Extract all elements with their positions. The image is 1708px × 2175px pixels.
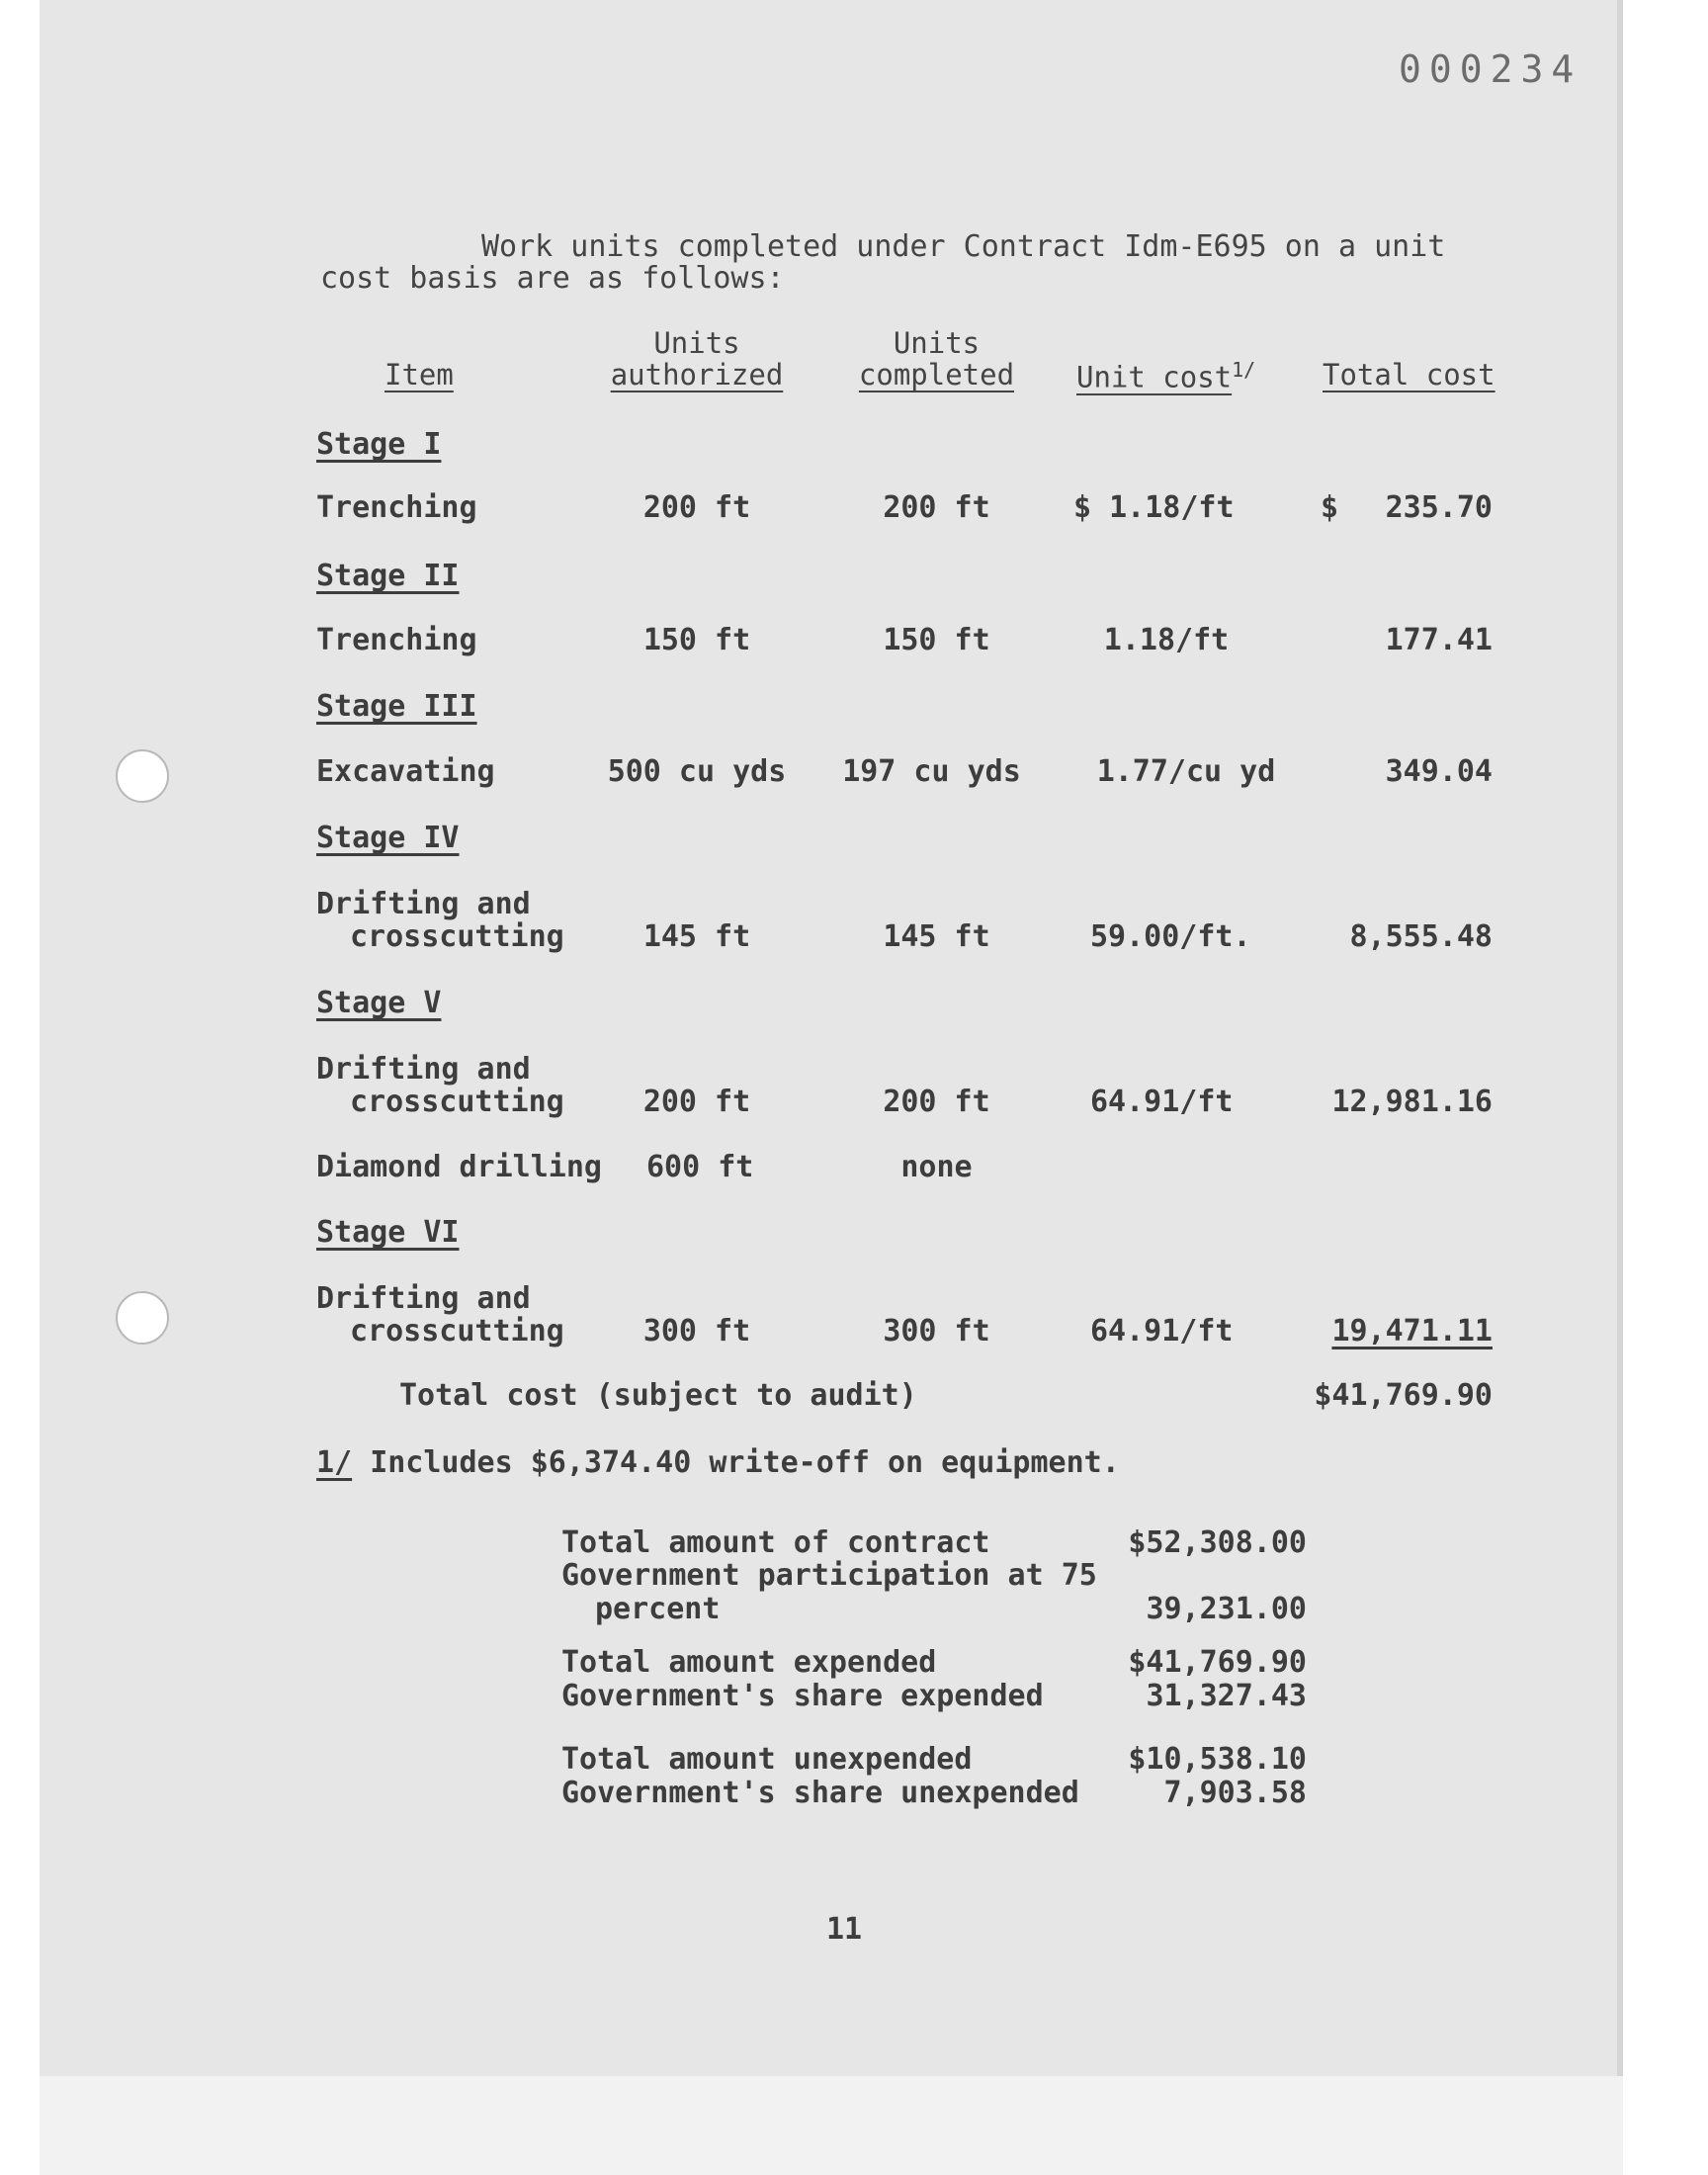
row-item: Diamond drilling <box>316 1150 602 1184</box>
header-item: Item <box>384 358 454 392</box>
stage-label: Stage IV <box>316 821 460 855</box>
document-number: 000234 <box>1399 47 1582 91</box>
row-unit-cost: 59.00/ft. <box>1090 919 1251 954</box>
total-cost-label: Total cost (subject to audit) <box>399 1378 917 1413</box>
row-unit-cost: 1.18/ft <box>1103 623 1230 657</box>
summary-label-line2: percent <box>595 1592 721 1626</box>
total-cost-value: $41,769.90 <box>1314 1378 1493 1413</box>
row-total-prefix: $ <box>1321 490 1339 525</box>
row-total-cost: 8,555.48 <box>1349 919 1493 954</box>
row-units-authorized: 200 ft <box>642 1085 751 1119</box>
header-unit-cost-label: Unit cost <box>1076 360 1233 394</box>
row-units-authorized: 200 ft <box>642 490 751 525</box>
summary-label: Government's share expended <box>561 1679 1044 1713</box>
row-units-completed: 300 ft <box>883 1314 990 1348</box>
row-item-line2: crosscutting <box>350 1314 564 1348</box>
row-unit-cost: 64.91/ft <box>1090 1085 1234 1119</box>
intro-line-1: Work units completed under Contract Idm-E695 on a unit <box>481 229 1446 264</box>
summary-value: 39,231.00 <box>1146 1592 1307 1626</box>
row-item: Trenching <box>316 490 477 525</box>
page-bottom-margin <box>40 2076 1623 2175</box>
header-units-authorized-line1: Units <box>653 326 740 360</box>
row-unit-cost: 64.91/ft <box>1090 1314 1234 1348</box>
header-total-cost: Total cost <box>1323 358 1495 392</box>
summary-label: Government's share unexpended <box>561 1776 1079 1810</box>
header-units-authorized-line2: authorized <box>610 358 784 392</box>
summary-label-line1: Government participation at 75 <box>561 1558 1097 1593</box>
summary-label: Total amount expended <box>561 1645 937 1680</box>
row-item-line1: Drifting and <box>316 1281 531 1316</box>
stage-label: Stage VI <box>316 1215 460 1250</box>
summary-label: Total amount unexpended <box>561 1742 973 1777</box>
punch-hole-top <box>116 749 169 803</box>
footnote-mark: 1/ <box>316 1445 353 1480</box>
row-item: Trenching <box>316 623 477 657</box>
row-units-completed: 145 ft <box>883 919 990 954</box>
row-units-completed: none <box>900 1150 973 1184</box>
row-item-line2: crosscutting <box>350 919 564 954</box>
row-units-completed: 200 ft <box>883 1085 990 1119</box>
intro-line-2: cost basis are as follows: <box>320 261 785 296</box>
row-units-completed: 150 ft <box>883 623 990 657</box>
summary-value: 31,327.43 <box>1146 1679 1307 1713</box>
row-total-cost: 349.04 <box>1385 754 1493 789</box>
stage-label: Stage II <box>316 559 460 593</box>
stage-label: Stage I <box>316 427 442 462</box>
footnote <box>316 1445 1120 1480</box>
page-edge-shadow <box>1617 0 1623 2076</box>
page-number: 11 <box>825 1912 863 1947</box>
row-total-cost: 177.41 <box>1385 623 1493 657</box>
header-unit-cost <box>1076 358 1255 394</box>
summary-value: $41,769.90 <box>1128 1645 1307 1680</box>
summary-value: $10,538.10 <box>1128 1742 1307 1777</box>
row-item-line1: Drifting and <box>316 887 531 921</box>
row-units-authorized: 150 ft <box>642 623 751 657</box>
row-units-completed: 200 ft <box>883 490 990 525</box>
row-units-completed: 197 cu yds <box>842 754 1021 789</box>
row-unit-cost: 1.77/cu yd <box>1096 754 1276 789</box>
row-units-authorized: 145 ft <box>642 919 751 954</box>
footnote-text: Includes $6,374.40 write-off on equipment. <box>370 1445 1120 1480</box>
row-units-authorized: 300 ft <box>642 1314 751 1348</box>
stage-label: Stage III <box>316 689 477 724</box>
header-units-completed-line1: Units <box>893 326 981 360</box>
stage-label: Stage V <box>316 986 442 1020</box>
row-item: Excavating <box>316 754 495 789</box>
summary-label: Total amount of contract <box>561 1525 990 1560</box>
header-unit-cost-footnote: 1/ <box>1232 358 1256 382</box>
punch-hole-bottom <box>116 1291 169 1345</box>
row-total-cost: 19,471.11 <box>1331 1314 1493 1348</box>
row-units-authorized: 600 ft <box>646 1150 754 1184</box>
row-item-line2: crosscutting <box>350 1085 564 1119</box>
summary-value: $52,308.00 <box>1128 1525 1307 1560</box>
row-total-cost: 235.70 <box>1385 490 1493 525</box>
row-units-authorized: 500 cu yds <box>607 754 787 789</box>
row-unit-cost: $ 1.18/ft <box>1073 490 1235 525</box>
summary-value: 7,903.58 <box>1163 1776 1307 1810</box>
header-units-completed-line2: completed <box>858 358 1015 392</box>
row-total-cost: 12,981.16 <box>1331 1085 1493 1119</box>
row-item-line1: Drifting and <box>316 1052 531 1087</box>
